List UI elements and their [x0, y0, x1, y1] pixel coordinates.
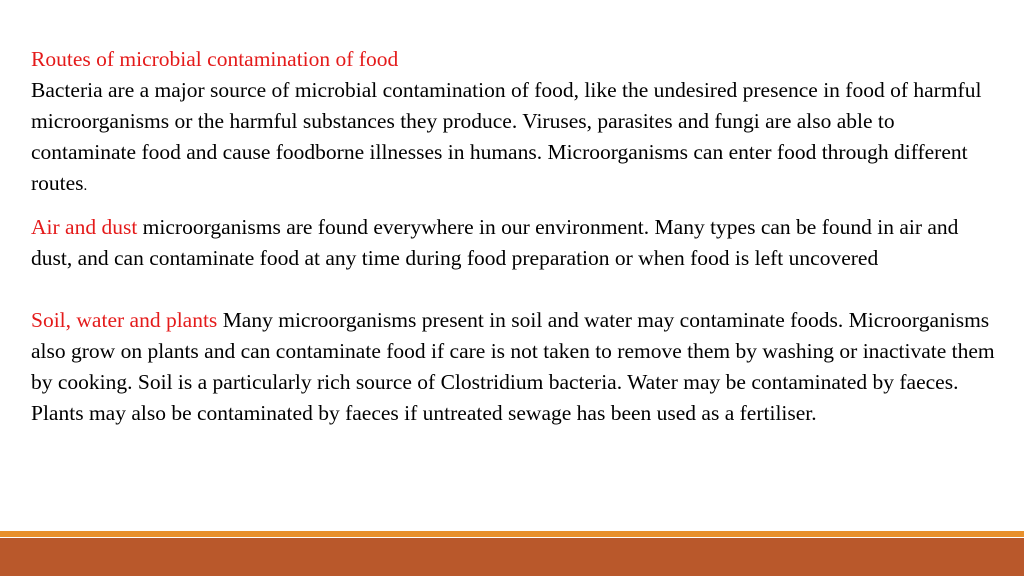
air-dust-paragraph	[31, 212, 999, 274]
intro-text: Bacteria are a major source of microbial contamination of food, like the undesired presence in food of harmful microorganisms or the harmful substances they produce. Viruses, parasites and fungi are also able to contaminate food and cause foodborne illnesses in humans. Microorganisms can enter food through different routes	[31, 78, 982, 195]
soil-water-plants-text: Many microorganisms present in soil and water may contaminate foods. Microorganisms also grow on plants and can contaminate food if care is not taken to remove them by washing or inactivate them by cooking. Soil is a particularly rich source of Clostridium bacteria. Water may be contaminated by faeces. Plants may also be contaminated by faeces if untreated sewage has been used as a fertiliser.	[31, 308, 995, 425]
soil-water-plants-paragraph	[31, 305, 999, 429]
intro-period: .	[83, 178, 88, 194]
intro-paragraph	[31, 44, 999, 202]
footer-accent-line	[0, 531, 1024, 537]
air-dust-text: microorganisms are found everywhere in our environment. Many types can be found in air and dust, and can contaminate food at any time during food preparation or when food is left uncovered	[31, 215, 959, 270]
air-dust-label: Air and dust	[31, 215, 138, 239]
footer-bar	[0, 538, 1024, 576]
soil-water-plants-label: Soil, water and plants	[31, 308, 218, 332]
slide-body	[31, 44, 999, 429]
slide-heading: Routes of microbial contamination of food	[31, 47, 399, 71]
